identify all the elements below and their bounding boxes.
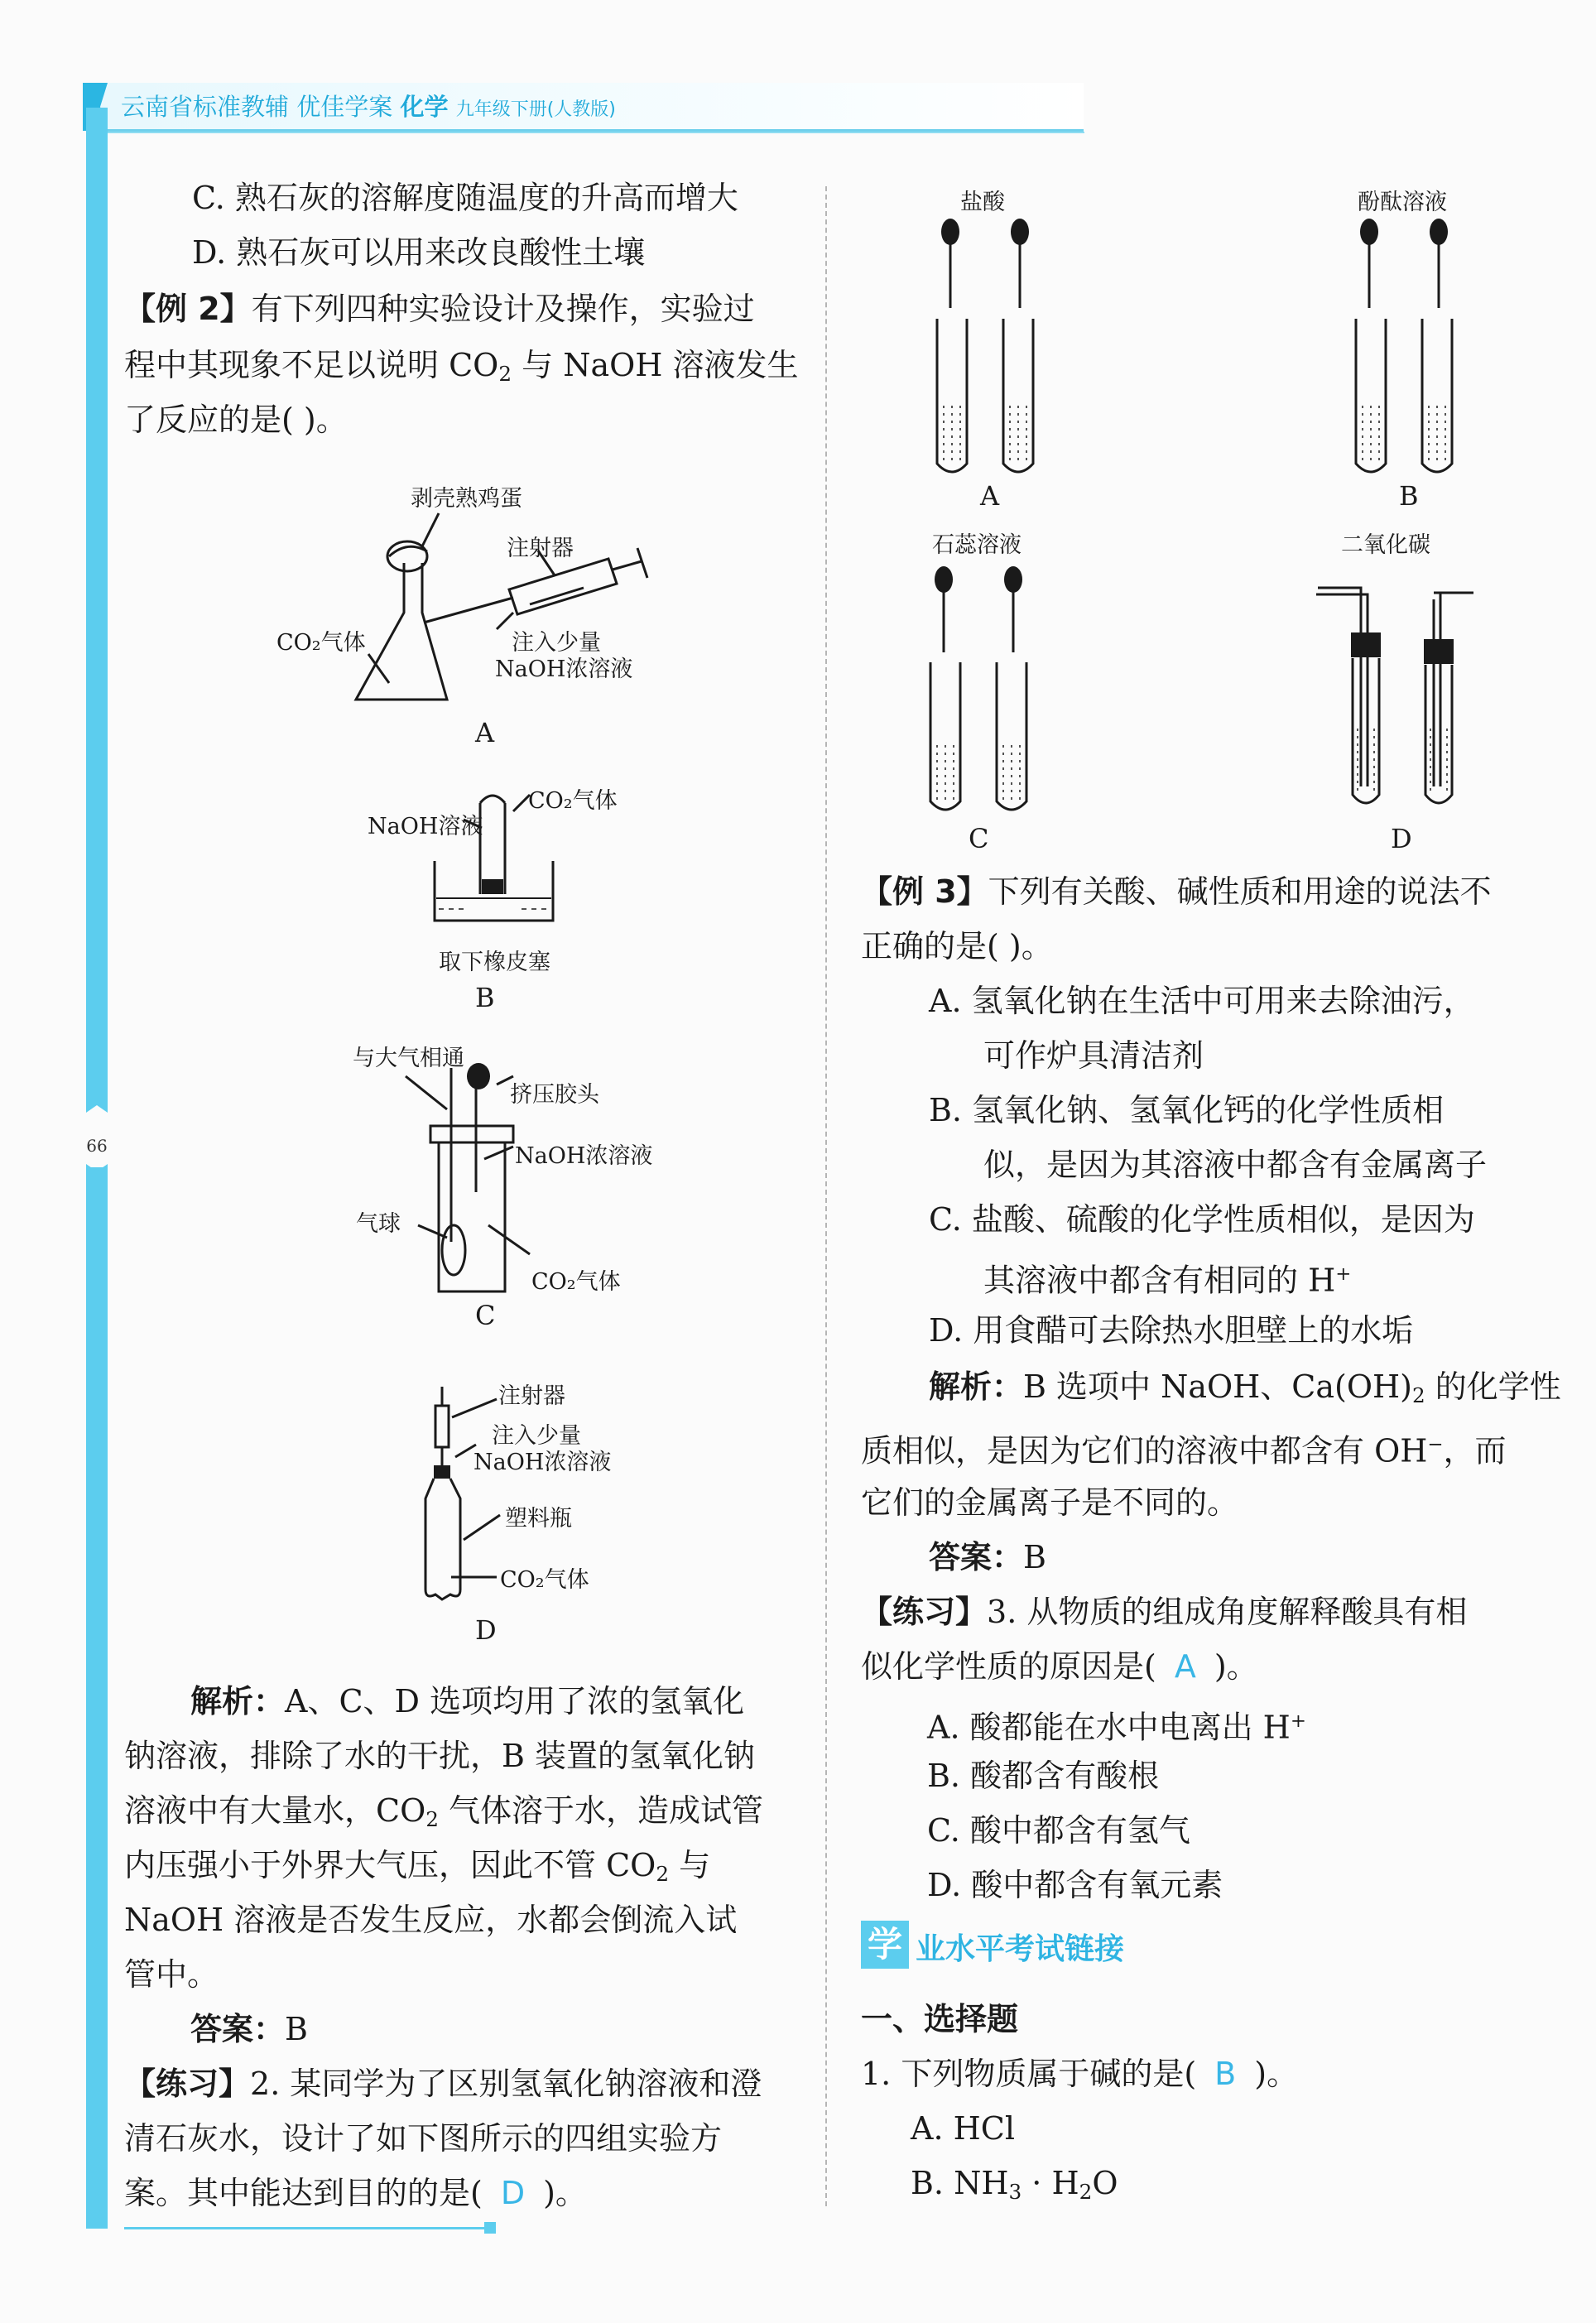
practice2-text3a: 案。其中能达到目的的是( [124, 2175, 483, 2211]
figB-stopper-label: 取下橡皮塞 [439, 950, 550, 975]
practice3-line2 [861, 1647, 1258, 1686]
example2-sub: 2 [498, 362, 512, 387]
figD-syringe-label: 注射器 [498, 1383, 565, 1409]
tubeA-reagent-label: 盐酸 [960, 190, 1005, 215]
example2-line3: 了反应的是( )。 [124, 402, 348, 438]
practice3-option-b: B. 酸都含有酸根 [927, 1758, 1160, 1794]
header-subject: 化学 [400, 93, 449, 121]
practice3-text2a: 似化学性质的原因是( [861, 1648, 1156, 1685]
practice2-line2: 清石灰水，设计了如下图所示的四组实验方 [124, 2120, 723, 2157]
figA-inject1: 注入少量 [512, 630, 601, 656]
left-analysis-text4b: 与 [669, 1847, 711, 1883]
practice2-tag: 【练习】 [124, 2066, 251, 2102]
practice3-line1 [861, 1593, 1467, 1631]
question1-tail: )。 [1254, 2056, 1299, 2092]
example3-line2: 正确的是( )。 [861, 928, 1053, 964]
figA-inject2: NaOH浓溶液 [495, 656, 633, 682]
choice-section-heading: 一、选择题 [861, 2001, 1019, 2037]
header-grade: 九年级下册(人教版) [455, 99, 616, 120]
practice3-tag: 【练习】 [861, 1594, 988, 1630]
left-analysis-line2: 钠溶液，排除了水的干扰，B 装置的氢氧化钠 [124, 1738, 756, 1774]
figB-co2-label: CO₂气体 [528, 788, 618, 814]
figB-naoh-label: NaOH溶液 [368, 814, 483, 839]
figD-bottle-label: 塑料瓶 [505, 1506, 572, 1532]
left-analysis-line6: 管中。 [124, 1956, 219, 1993]
right-analysis-sub1: 2 [1411, 1383, 1425, 1408]
right-analysis-line3: 它们的金属离子是不同的。 [861, 1484, 1239, 1521]
example3-tag: 【例 3】 [861, 873, 988, 910]
right-analysis-sup2: − [1427, 1434, 1444, 1455]
example2-text2b: 与 NaOH 溶液发生 [512, 347, 799, 383]
ex3-option-c2 [983, 1255, 1351, 1300]
header-series: 云南省标准教辅 [121, 93, 290, 121]
example3-text1: 下列有关酸、碱性质和用途的说法不 [988, 873, 1492, 910]
left-answer-value: B [285, 2011, 308, 2047]
section-study-icon: 学 [861, 1921, 909, 1969]
question1-text: 1. 下列物质属于碱的是( [861, 2056, 1197, 2092]
figC-air-label: 与大气相通 [353, 1046, 464, 1071]
right-analysis-text1b: 的化学性 [1425, 1368, 1561, 1405]
tubeB-letter: B [1399, 480, 1419, 512]
figC-co2-label: CO₂气体 [531, 1269, 621, 1295]
question1-option-b-sub2: 2 [1079, 2180, 1093, 2205]
page-number: 66 [86, 1136, 108, 1156]
example2-text1: 有下列四种实验设计及操作，实验过 [251, 291, 755, 327]
figD-letter: D [475, 1614, 497, 1646]
ex3-option-a1: A. 氢氧化钠在生活中可用来去除油污， [929, 983, 1475, 1019]
left-option-d: D. 熟石灰可以用来改良酸性土壤 [192, 234, 646, 271]
ex3-option-c1: C. 盐酸、硫酸的化学性质相似，是因为 [929, 1201, 1475, 1238]
practice3-answer: A [1174, 1648, 1196, 1685]
left-option-c: C. 熟石灰的溶解度随温度的升高而增大 [192, 180, 738, 216]
left-answer-tag: 答案： [190, 2011, 286, 2047]
figB-letter: B [475, 982, 495, 1013]
practice3-option-a-sup: + [1290, 1710, 1306, 1732]
figC-letter: C [475, 1300, 496, 1331]
right-analysis-text1a: B 选项中 NaOH、Ca(OH) [1023, 1368, 1412, 1405]
question1 [861, 2055, 1298, 2093]
right-analysis-tag: 解析： [929, 1368, 1024, 1405]
practice3-option-d: D. 酸中都含有氧元素 [927, 1867, 1223, 1903]
ex3-option-c2-sup: + [1335, 1263, 1352, 1285]
figD-co2-label: CO₂气体 [500, 1567, 589, 1593]
tubeD-reagent-label: 二氧化碳 [1341, 532, 1430, 558]
left-analysis-text4a: 内压强小于外界大气压，因此不管 CO [124, 1847, 656, 1883]
ex3-option-b1: B. 氢氧化钠、氢氧化钙的化学性质相 [929, 1092, 1445, 1128]
right-analysis-line1 [929, 1368, 1561, 1415]
practice3-text1: 3. 从物质的组成角度解释酸具有相 [987, 1594, 1468, 1630]
right-answer-value: B [1023, 1539, 1046, 1575]
section-title: 业水平考试链接 [916, 1932, 1125, 1966]
left-analysis-sub4: 2 [656, 1862, 670, 1887]
example2-text2a: 程中其现象不足以说明 CO [124, 347, 499, 383]
ex3-option-b2: 似，是因为其溶液中都含有金属离子 [983, 1147, 1488, 1183]
left-analysis-text1: A、C、D 选项均用了浓的氢氧化 [285, 1683, 745, 1719]
header-product: 优佳学案 [296, 93, 393, 121]
right-answer [929, 1538, 1046, 1576]
practice2-text3b: )。 [543, 2175, 587, 2211]
example2-tag: 【例 2】 [124, 291, 252, 327]
tubeC-reagent-label: 石蕊溶液 [932, 532, 1022, 558]
figC-naoh-label: NaOH浓溶液 [515, 1143, 653, 1169]
figD-inject1: 注入少量 [492, 1423, 581, 1449]
tubeB-reagent-label: 酚酞溶液 [1358, 190, 1447, 215]
figA-syringe-label: 注射器 [507, 536, 574, 561]
ex3-option-a2: 可作炉具清洁剂 [983, 1037, 1204, 1074]
question1-answer: B [1214, 2056, 1237, 2092]
practice2-answer: D [500, 2175, 526, 2211]
example3-line1 [861, 873, 1492, 911]
practice3-option-a-text: A. 酸都能在水中电离出 H [927, 1709, 1291, 1746]
practice3-text2b: )。 [1214, 1648, 1258, 1685]
figC-squeeze-label: 挤压胶头 [510, 1082, 599, 1108]
left-analysis-tag: 解析： [190, 1683, 286, 1719]
question1-option-b-sub1: 3 [1008, 2180, 1022, 2205]
practice3-option-c: C. 酸中都含有氢气 [927, 1812, 1190, 1849]
left-analysis-text3b: 气体溶于水，造成试管 [438, 1792, 764, 1829]
right-analysis-line2 [861, 1426, 1507, 1470]
left-analysis-line5: NaOH 溶液是否发生反应，水都会倒流入试 [124, 1902, 738, 1938]
question1-option-a: A. HCl [911, 2110, 1015, 2147]
figA-egg-label: 剥壳熟鸡蛋 [411, 486, 522, 512]
practice2-text1: 2. 某同学为了区别氢氧化钠溶液和澄 [250, 2066, 762, 2102]
question1-option-b-b: · H [1022, 2165, 1079, 2201]
right-analysis-text2a: 质相似，是因为它们的溶液中都含有 OH [861, 1432, 1428, 1469]
tubeA-letter: A [980, 480, 1000, 512]
figA-letter: A [475, 717, 495, 748]
tubeD-letter: D [1391, 823, 1412, 854]
question1-option-b-c: O [1092, 2165, 1118, 2201]
figD-inject2: NaOH浓溶液 [474, 1450, 612, 1475]
question1-option-b-a: B. NH [911, 2165, 1009, 2201]
left-analysis-sub3: 2 [425, 1807, 439, 1832]
figC-balloon-label: 气球 [356, 1211, 401, 1237]
practice3-option-a [927, 1702, 1306, 1747]
right-answer-tag: 答案： [929, 1539, 1024, 1575]
tubeC-letter: C [969, 823, 989, 854]
ex3-option-c2-text: 其溶液中都含有相同的 H [983, 1262, 1336, 1299]
question1-option-b [911, 2164, 1118, 2211]
ex3-option-d1: D. 用食醋可去除热水胆壁上的水垢 [929, 1312, 1414, 1349]
right-analysis-text2b: ，而 [1443, 1432, 1507, 1469]
left-analysis-text3a: 溶液中有大量水，CO [124, 1792, 426, 1829]
figA-co2-label: CO₂气体 [276, 630, 366, 656]
